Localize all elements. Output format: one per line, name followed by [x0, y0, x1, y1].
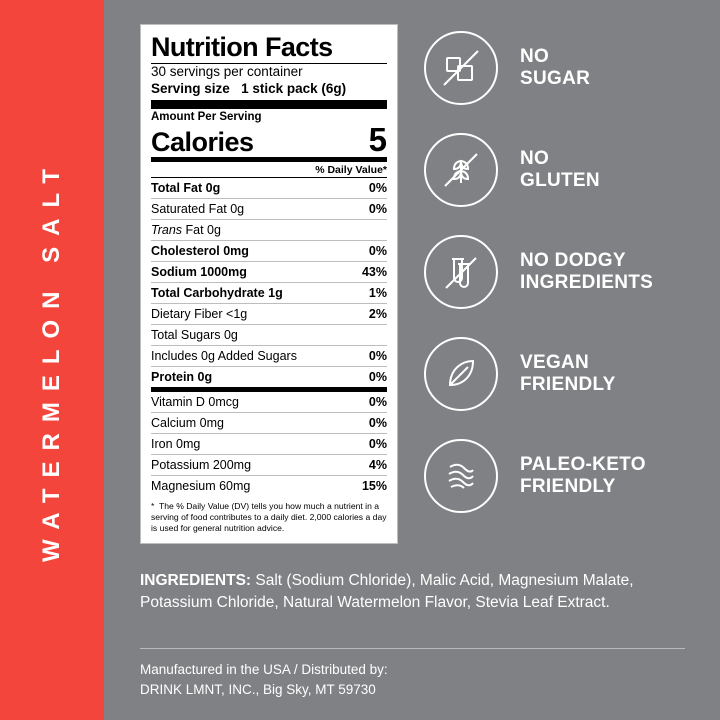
nutrient-row [151, 199, 387, 220]
nutrient-name: Potassium 200mg [151, 455, 352, 476]
calories-row [151, 121, 387, 159]
nutrient-name: Magnesium 60mg [151, 479, 251, 494]
nutrient-name: Trans Fat 0g [151, 220, 352, 241]
nutrient-name: Saturated Fat 0g [151, 199, 352, 220]
nutrient-name: Dietary Fiber <1g [151, 304, 352, 325]
nutrient-daily-value: 0% [352, 434, 387, 455]
nutrient-row [151, 304, 387, 325]
claim-line1: VEGAN [520, 352, 590, 374]
servings-per-container: 30 servings per container [151, 64, 303, 80]
nutrient-daily-value [352, 325, 387, 346]
ingredients-block [140, 570, 685, 615]
claim-no-sugar [424, 30, 704, 106]
nutrient-daily-value: 2% [352, 304, 387, 325]
manufacturer-line1: Manufactured in the USA / Distributed by: [140, 662, 388, 677]
serving-size-value: 1 stick pack (6g) [241, 81, 347, 97]
nutrient-row [151, 262, 387, 283]
nutrient-daily-value: 43% [352, 262, 387, 283]
nutrient-row [151, 283, 387, 304]
test-tubes-crossed-icon [424, 235, 498, 309]
sugar-cubes-crossed-icon [424, 31, 498, 105]
nutrient-row [151, 220, 387, 241]
flavor-banner-label: WATERMELON SALT [38, 157, 65, 563]
nutrient-daily-value [352, 220, 387, 241]
claim-label [520, 46, 590, 90]
nutrient-daily-value: 0% [352, 390, 387, 413]
claim-label [520, 454, 646, 498]
footnote-asterisk: * [151, 501, 155, 512]
claim-label [520, 352, 616, 396]
nutrient-row [151, 178, 387, 199]
nutrient-daily-value: 0% [352, 346, 387, 367]
claim-line2: FRIENDLY [520, 374, 616, 395]
nutrient-name: Total Sugars 0g [151, 325, 352, 346]
calories-label: Calories [151, 127, 254, 158]
leaf-icon [424, 337, 498, 411]
claim-paleo-keto-friendly [424, 438, 704, 514]
nutrient-daily-value: 0% [352, 367, 387, 390]
section-divider [140, 648, 685, 649]
claim-label [520, 148, 600, 192]
nutrient-row [151, 413, 387, 434]
ingredients-heading: INGREDIENTS: [140, 572, 252, 589]
nutrient-name: Iron 0mg [151, 434, 352, 455]
nutrient-daily-value: 15% [361, 479, 387, 494]
nutrient-row [151, 367, 387, 390]
footnote-text: The % Daily Value (DV) tells you how much a nutrient in a serving of food contributes to a daily diet. 2,000 calories a day is used for general nutrition advice. [151, 501, 387, 534]
serving-size-row [151, 81, 387, 98]
daily-value-footnote [151, 496, 387, 535]
nutrient-row [151, 434, 387, 455]
ingredients-text: Salt (Sodium Chloride), Malic Acid, Magnesium Malate, Potassium Chloride, Natural Watermelon Flavor, Stevia Leaf Extract. [140, 572, 634, 612]
nutrient-daily-value: 4% [352, 455, 387, 476]
nutrient-row [151, 241, 387, 262]
claim-line2: GLUTEN [520, 170, 600, 191]
claim-label [520, 250, 653, 294]
manufacturer-block [140, 660, 685, 701]
nutrient-name: Calcium 0mg [151, 413, 352, 434]
nutrition-facts-panel [140, 24, 398, 544]
claim-vegan-friendly [424, 336, 704, 412]
nutrient-name: Vitamin D 0mcg [151, 390, 352, 413]
claim-line1: NO [520, 46, 550, 68]
claim-line2: SUGAR [520, 68, 591, 89]
amount-per-serving-label: Amount Per Serving [151, 111, 262, 124]
bacon-icon [424, 439, 498, 513]
nutrient-row [151, 390, 387, 413]
nutrient-row [151, 476, 387, 497]
claim-line1: PALEO-KETO [520, 454, 646, 476]
calories-value: 5 [368, 121, 387, 159]
claim-line2: INGREDIENTS [520, 272, 654, 293]
wheat-crossed-icon [424, 133, 498, 207]
nutrient-daily-value: 0% [352, 178, 387, 199]
nutrient-name: Includes 0g Added Sugars [151, 346, 352, 367]
nutrient-row [151, 455, 387, 476]
claim-line1: NO DODGY [520, 250, 626, 272]
nutrient-row [151, 346, 387, 367]
nutrient-name: Total Fat 0g [151, 178, 352, 199]
nutrient-daily-value: 1% [352, 283, 387, 304]
manufacturer-line2: DRINK LMNT, INC., Big Sky, MT 59730 [140, 682, 376, 698]
nutrient-daily-value: 0% [352, 413, 387, 434]
claim-line2: FRIENDLY [520, 476, 616, 497]
nutrient-name: Sodium 1000mg [151, 262, 352, 283]
nutrient-row [151, 325, 387, 346]
claims-list [424, 30, 704, 540]
nutrient-daily-value: 0% [352, 199, 387, 220]
flavor-banner [0, 0, 104, 720]
nutrient-name: Protein 0g [151, 367, 352, 390]
claim-line1: NO [520, 148, 550, 170]
claim-no-gluten [424, 132, 704, 208]
nutrient-name: Cholesterol 0mg [151, 241, 352, 262]
serving-size-label: Serving size [151, 81, 230, 97]
nutrient-daily-value: 0% [352, 241, 387, 262]
claim-no-dodgy-ingredients [424, 234, 704, 310]
nutrients-table [151, 178, 387, 496]
nutrient-name: Total Carbohydrate 1g [151, 283, 352, 304]
daily-value-header: % Daily Value* [315, 164, 387, 177]
nutrition-facts-title: Nutrition Facts [151, 32, 333, 62]
